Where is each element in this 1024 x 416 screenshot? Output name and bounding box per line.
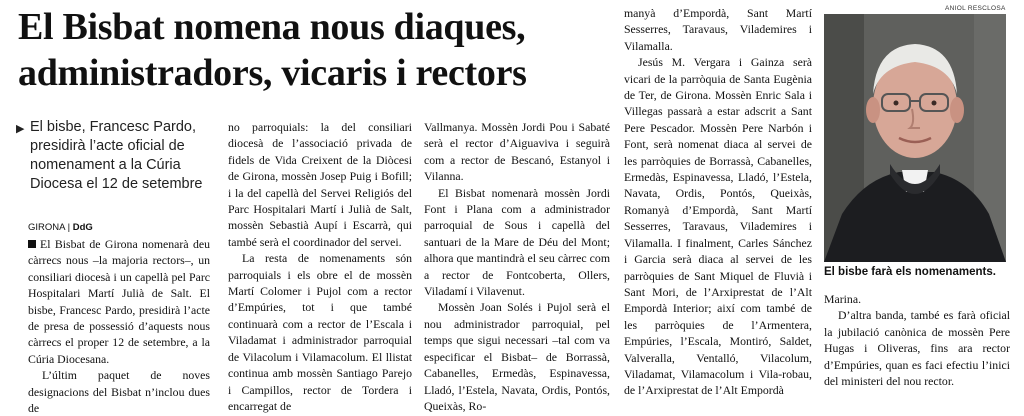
paragraph: Marina.: [824, 292, 862, 306]
article-headline: [18, 4, 618, 96]
paragraph: La resta de nomenaments són parroquials i els obre el de mossèn Martí Colomer i Pujol com a rector d’Empúries, tot i que també continuarà com a rector de l’Escala i Viladamat i administrador parroquial de Vilacolum i Vilamacolum. El llistat continua amb mossèn Santiago Parejo i Campillos, rector de Tordera i encarregat de: [228, 251, 412, 413]
portrait-illustration: [824, 14, 1006, 262]
paragraph: Jesús M. Vergara i Gainza serà vicari de la parròquia de Santa Eugènia de Ter, de Girona. Mossèn Enric Sala i Villegas passarà a estar adscrit a Sant Pere Pescador. Mossèn Pere Narbón i Font, serà nomenat diaca al servei de les parròquies de Borrassà, Cabanelles, Ermedàs, Espinavessa, Lladó, l’Estela, Navata, Ordis, Pontós, Queixàs, Romanyà d’Empordà, Sant Martí Sesserres, Taravaus, Vilademires i Vilamalla. I finalment, Carles Sánchez i Garcia serà diaca al servei de les parròquies de Sant Miquel de Fluvià i Sant Mori, de l’Arxiprestat de l’Alt Empordà Interior; així com també de les parròquies de l’Armentera, Empúries, l’Escala, Montiró, Saldet, Valveralla, Ventalló, Vilacolum, Viladamat, Vilamacolum i Vila-robau, de l’Arxiprestat de l’Alt Empordà: [624, 55, 812, 398]
article-subhead: [16, 118, 225, 194]
paragraph: El Bisbat nomenarà mossèn Jordi Font i Plana com a administrador parroquial de Sous i capellà del santuari de la Mare de Déu del Mont; alhora que mantindrà el seu càrrec com a rector de Fontcoberta, Ollers, Viladamí i Vilavenut.: [424, 185, 610, 299]
byline-place: GIRONA |: [28, 222, 71, 233]
photo-credit: ANIOL RESCLOSA: [945, 5, 1006, 12]
photo-caption: El bisbe farà els nomenaments.: [824, 266, 996, 278]
article-column-4: [624, 5, 812, 399]
paragraph-text: El Bisbat de Girona nomenarà deu càrrecs nous –la majoria rectors–, un consiliari diocesà i un capellà pel Parc Hospitalari Martí Julià de Salt. El bisbe, Francesc Pardo, presidirà l’acte de presa de possessió d’aquests nous càrrecs el proper 12 de setembre, a la Cúria Diocesana.: [28, 237, 210, 366]
headline-line-1: El Bisbat nomena nous diaques,: [18, 6, 526, 48]
paragraph: manyà d’Empordà, Sant Martí Sesserres, Taravaus, Vilademires i Vilamalla.: [624, 6, 812, 53]
byline-author: DdG: [72, 222, 93, 233]
article-column-2: [228, 119, 412, 414]
article-column-1: [28, 236, 210, 416]
bishop-portrait-photo: [824, 14, 1006, 262]
paragraph: Vallmanya. Mossèn Jordi Pou i Sabaté serà el rector d’Aiguaviva i seguirà com a rector de Bescanó, Estanyol i Vilanna.: [424, 120, 610, 184]
paragraph: no parroquials: la del consiliari diocesà de l’associació privada de fidels de Vida Creixent de la Diòcesi de Girona, mossèn Josep Puig i Bofill; i la del capellà del Servei Religiós del Parc Hospitalari Martí i Julià de Salt, mossèn Sebastià Aupí i Escarrà, qui també serà el coordinador del servei.: [228, 120, 412, 249]
triangle-bullet-icon: ▶: [16, 123, 25, 135]
paragraph: Mossèn Joan Solés i Pujol serà el nou administrador parroquial, pel temps que sigui necessari –tal com va especificar el Bisbat– de Borrassà, Cabanelles, Ermedàs, Espinavessa, Lladó, l’Estela, Navata, Ordis, Pontós, Queixàs, Ro-: [424, 300, 610, 413]
paragraph: [28, 236, 210, 367]
paragraph: D’altra banda, també es farà oficial la jubilació canònica de mossèn Pere Hugas i Oliveras, fins ara rector d’Empúries, quan es faci efectiu l’inici del ministeri del nou rector.: [824, 308, 1010, 389]
article-column-5: [824, 291, 1010, 389]
square-bullet-icon: [28, 240, 36, 248]
paragraph: L’últim paquet de noves designacions del Bisbat n’inclou dues de: [28, 368, 210, 416]
byline: [28, 222, 93, 233]
subhead-text: El bisbe, Francesc Pardo, presidirà l’acte oficial de nomenament a la Cúria Diocesa el 12 de setembre: [30, 119, 203, 192]
headline-line-2: administradors, vicaris i rectors: [18, 52, 527, 94]
article-column-3: [424, 119, 610, 414]
